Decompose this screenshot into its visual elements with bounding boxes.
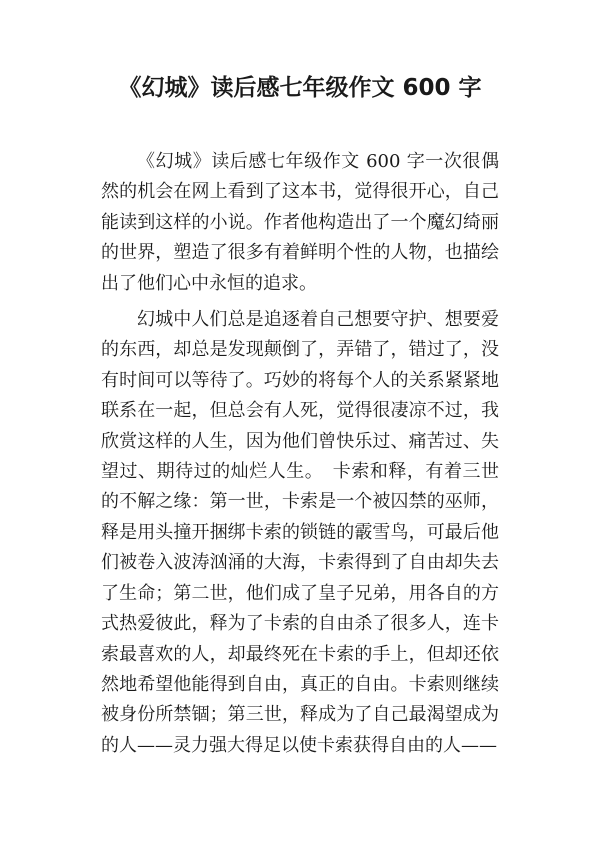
document-body <box>101 147 499 761</box>
paragraph-2: 幻城中人们总是追逐着自己想要守护、想要爱的东西，却总是发现颠倒了，弄错了，错过了，没有时间可以等待了。巧妙的将每个人的关系紧紧地联系在一起，但总会有人死，觉得很凄凉不过，我欣赏这样的人生，因为他们曾快乐过、痛苦过、失望过、期待过的灿烂人生。 卡索和释，有着三世的不解之缘：第一世，卡索是一个被囚禁的巫师，释是用头撞开捆绑卡索的锁链的霰雪鸟，可最后他们被卷入波涛汹涌的大海，卡索得到了自由却失去了生命；第二世，他们成了皇子兄弟，用各自的方式热爱彼此，释为了卡索的自由杀了很多人，连卡索最喜欢的人，却最终死在卡索的手上，但却还依然地希望他能得到自由，真正的自由。卡索则继续被身份所禁锢；第三世，释成为了自己最渴望成为的人——灵力强大得足以使卡索获得自由的人—— <box>101 309 499 756</box>
paragraph-1: 《幻城》读后感七年级作文 600 字一次很偶然的机会在网上看到了这本书，觉得很开心，自己能读到这样的小说。作者他构造出了一个魔幻绮丽的世界，塑造了很多有着鲜明个性的人物，也描绘出了他们心中永恒的追求。 <box>101 151 499 294</box>
document-title: 《幻城》读后感七年级作文 600 字 <box>118 75 482 101</box>
